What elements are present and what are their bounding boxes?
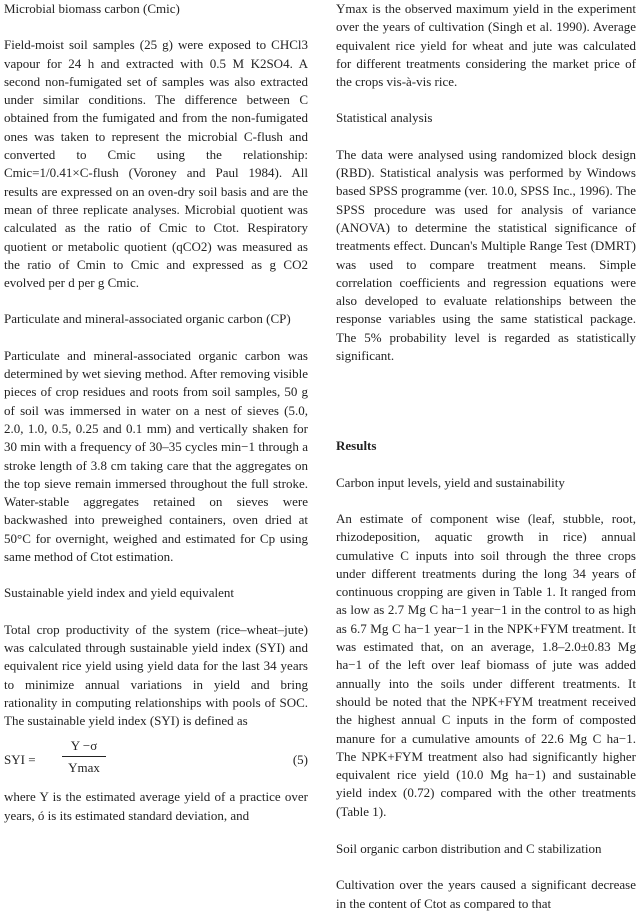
equation-fraction <box>62 738 106 776</box>
paragraph-where: where Y is the estimated average yield of a practice over years, ó is its estimated standard deviation, and <box>4 789 308 823</box>
heading-results: Results <box>336 438 377 454</box>
heading-carbon-input: Carbon input levels, yield and sustainability <box>336 474 565 490</box>
equation-denominator: Ymax <box>62 756 106 776</box>
left-column <box>4 0 308 825</box>
heading-statistical-analysis: Statistical analysis <box>336 110 433 126</box>
equation-lhs: SYI = <box>4 752 36 768</box>
paragraph-soc-distribution: Cultivation over the years caused a significant decrease in the content of Ctot as compared to that <box>336 877 636 911</box>
syi-equation <box>4 736 308 784</box>
paragraph-microbial-biomass-carbon: Field-moist soil samples (25 g) were exposed to CHCl3 vapour for 24 h and extracted with 0.5 M K2SO4. A second non-fumigated set of samples was also extracted under similar conditions. The difference between C obtained from the fumigated and from the non-fumigated ones was taken to represent the microbial C-flush and converted to Cmic using the relationship: Cmic=1/0.41×C-flush (Voroney and Paul 1984). All results are expressed on an oven-dry soil basis and are the mean of three replicate analyses. Microbial quotient was calculated as the ratio of Cmic to Ctot. Respiratory quotient or metabolic quotient (qCO2) was measured as the ratio of Cmin to Cmic and expressed as g CO2 evolved per d per g Cmic. <box>4 37 308 291</box>
paragraph-carbon-input: An estimate of component wise (leaf, stubble, root, rhizodeposition, aquatic growth in rice) annual cumulative C inputs into soil through the three crops under different treatments during the long 34 years of continuous cropping are given in Table 1. It ranged from as low as 2.7 Mg C ha−1 year−1 in the control to as high as 6.7 Mg C ha−1 year−1 in the NPK+FYM treatment. It was estimated that, on an average, 1.8–2.0±0.83 Mg ha−1 of the left over leaf biomass of jute was added annually into the soils under different treatments. It should be noted that the NPK+FYM treatment received the highest annual C inputs in the form of composted manure for a cumulative amounts of 22.6 Mg C ha−1. The NPK+FYM treatment also had significantly higher equivalent rice yield (10.0 Mg ha−1) and sustainable yield index (0.72) compared with the other treatments (Table 1). <box>336 510 636 819</box>
heading-sustainable-yield-index: Sustainable yield index and yield equivalent <box>4 585 234 601</box>
heading-particulate-carbon: Particulate and mineral-associated organic carbon (CP) <box>4 311 291 327</box>
heading-soc-distribution: Soil organic carbon distribution and C stabilization <box>336 840 602 856</box>
equation-number: (5) <box>292 752 308 768</box>
heading-microbial-biomass-carbon: Microbial biomass carbon (Cmic) <box>4 1 180 16</box>
paragraph-statistical-analysis: The data were analysed using randomized block design (RBD). Statistical analysis was performed by Windows based SPSS programme (ver. 10.0, SPSS Inc., 1996). The SPSS procedure was used for analysis of variance (ANOVA) to determine the statistical significance of treatments effect. Duncan's Multiple Range Test (DMRT) was used to compare treatment means. Simple correlation coefficients and regression equations were also developed to evaluate relationships between the response variables using the same statistical package. The 5% probability level is regarded as statistically significant. <box>336 146 636 364</box>
paragraph-sustainable-yield-index: Total crop productivity of the system (rice–wheat–jute) was calculated through sustainable yield index (SYI) and equivalent rice yield using yield data for the last 34 years to minimize annual variations in yield and bring rationality in computing relationships with pools of SOC. The sustainable yield index (SYI) is defined as <box>4 621 308 729</box>
paragraph-particulate-carbon: Particulate and mineral-associated organic carbon was determined by wet sieving method. After removing visible pieces of crop residues and roots from soil samples, 50 g of soil was immersed in water on a nest of sieves (5.0, 2.0, 1.0, 0.5, 0.25 and 0.1 mm) and vertically shaken for 30 min with a frequency of 30–35 cycles min−1 through a stroke length of 3.8 cm taking care that the aggregates on the top sieve remain immersed throughout the full stroke. Water-stable aggregates retained on sieves were backwashed into preweighed containers, oven dried at 50°C for overnight, weighed and estimated for Cp using same method of Ctot estimation. <box>4 347 308 565</box>
equation-numerator: Y −σ <box>70 738 98 754</box>
paragraph-ymax: Ymax is the observed maximum yield in the experiment over the years of cultivation (Singh et al. 1990). Average equivalent rice yield for wheat and jute was calculated for different treatments considering the market price of the crops vis-à-vis rice. <box>336 1 636 90</box>
right-column <box>336 0 636 913</box>
